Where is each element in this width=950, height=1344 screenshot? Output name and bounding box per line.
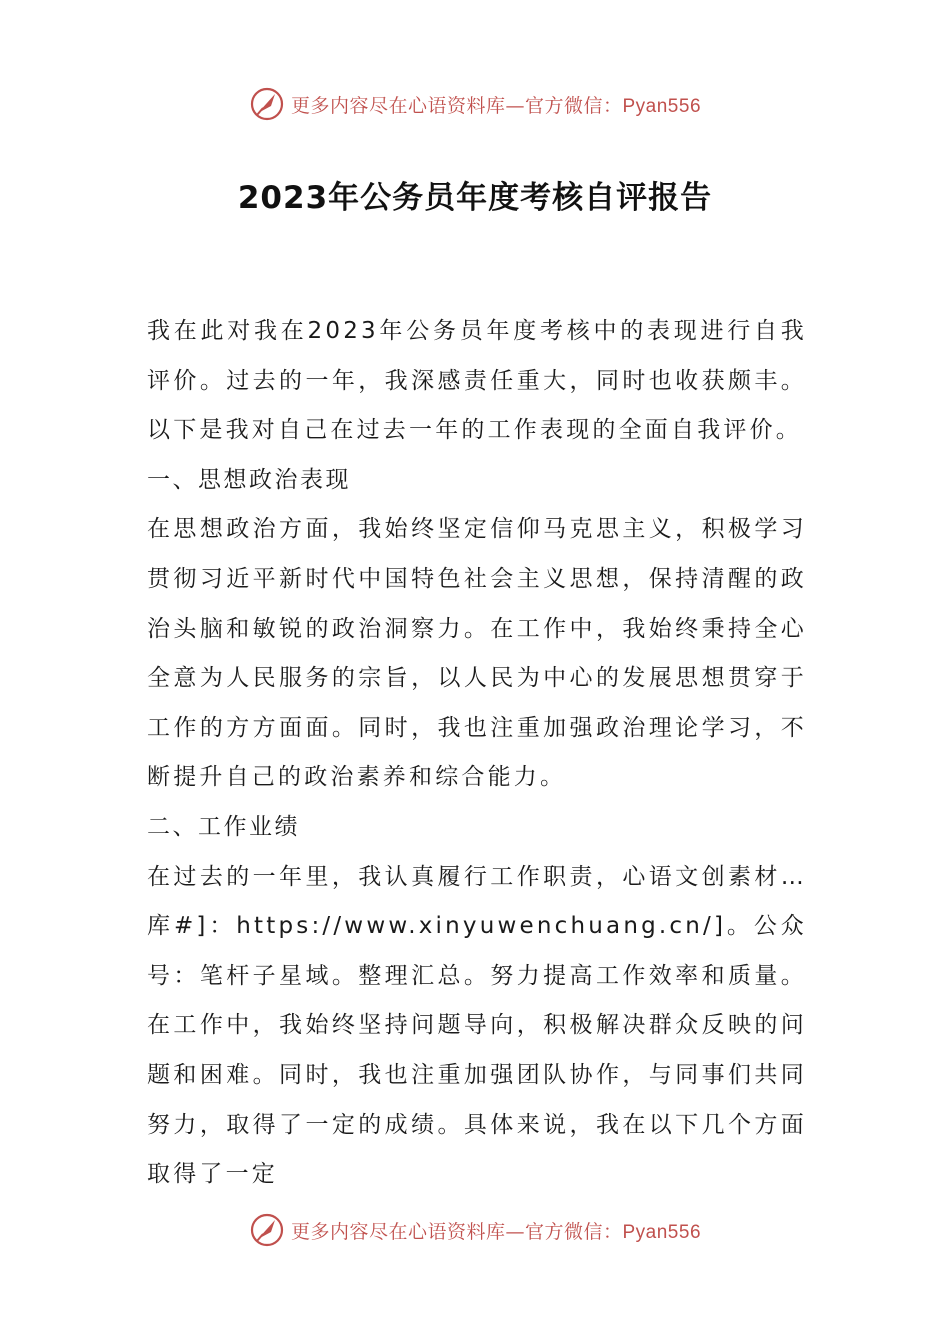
paragraph-intro: 我在此对我在2023年公务员年度考核中的表现进行自我评价。过去的一年，我深感责任重大，同时也收获颇丰。以下是我对自己在过去一年的工作表现的全面自我评价。	[147, 318, 807, 444]
watermark-text: 更多内容尽在心语资料库—官方微信：Pyan556	[290, 94, 702, 117]
watermark-footer	[0, 1210, 950, 1250]
section-heading-political: 一、思想政治表现	[147, 466, 351, 493]
watermark-text: 更多内容尽在心语资料库—官方微信：Pyan556	[290, 1220, 702, 1243]
quill-logo-icon	[249, 1212, 285, 1248]
paragraph-political: 在思想政治方面，我始终坚定信仰马克思主义，积极学习贯彻习近平新时代中国特色社会主义思想，保持清醒的政治头脑和敏锐的政治洞察力。在工作中，我始终秉持全心全意为人民服务的宗旨，以人民为中心的发展思想贯穿于工作的方方面面。同时，我也注重加强政治理论学习，不断提升自己的政治素养和综合能力。	[147, 516, 807, 791]
section-heading-performance: 二、工作业绩	[147, 813, 300, 840]
paragraph-performance: 在过去的一年里，我认真履行工作职责，心语文创素材…库#]：https://www.xinyuwenchuang.cn/]。公众号：笔杆子星域。整理汇总。努力提高工作效率和质量。在工作中，我始终坚持问题导向，积极解决群众反映的问题和困难。同时，我也注重加强团队协作，与同事们共同努力，取得了一定的成绩。具体来说，我在以下几个方面取得了一定	[147, 863, 807, 1188]
document-title: 2023年公务员年度考核自评报告	[237, 180, 713, 216]
document-body	[147, 307, 807, 1200]
quill-logo-icon	[249, 86, 285, 122]
watermark-header	[0, 84, 950, 124]
